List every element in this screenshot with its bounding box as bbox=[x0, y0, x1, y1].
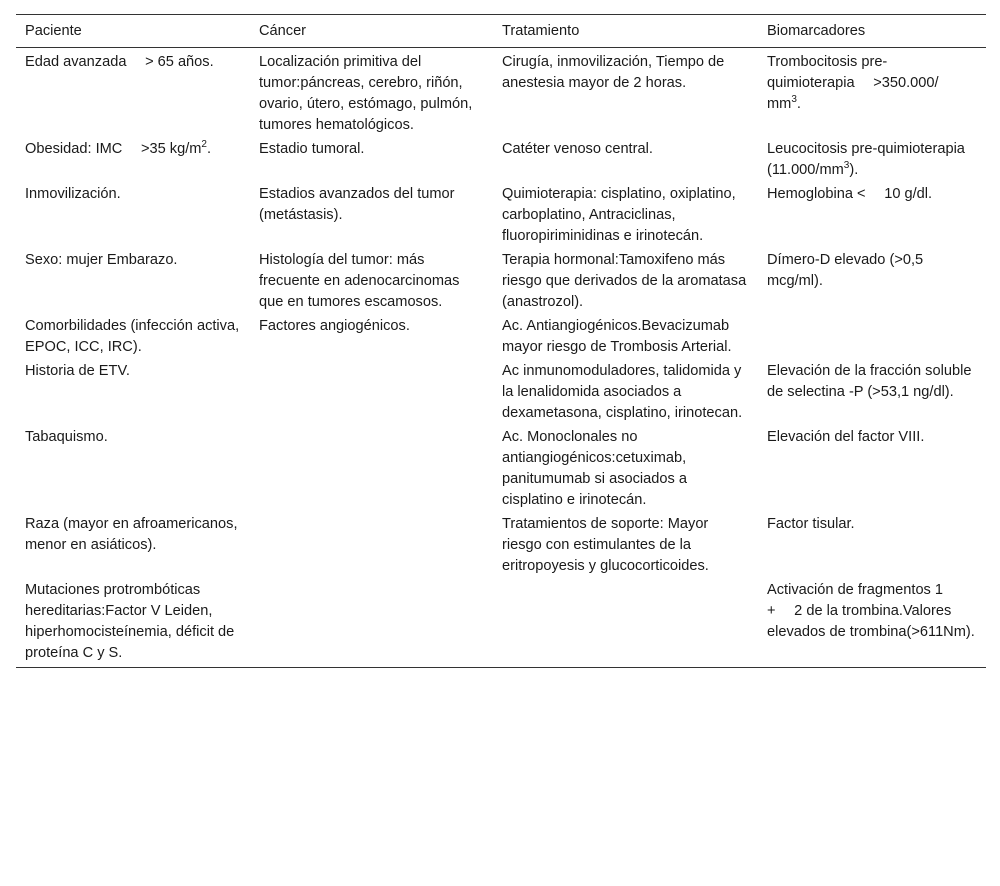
header-paciente: Paciente bbox=[16, 15, 250, 48]
cell-cancer: Factores angiogénicos. bbox=[259, 318, 410, 334]
cell-tratamiento: Ac. Monoclonales no antiangiogénicos:cetuximab, panitumumab si asociados a cisplatino e irinotecán. bbox=[502, 429, 687, 508]
table-row bbox=[16, 359, 986, 425]
cell-text-after: . bbox=[796, 96, 801, 112]
cell-cancer: Histología del tumor: más frecuente en adenocarcinomas que en tumores escamosos. bbox=[259, 252, 460, 310]
header-cancer: Cáncer bbox=[250, 15, 493, 48]
cell-tratamiento: Cirugía, inmovilización, Tiempo de anestesia mayor de 2 horas. bbox=[502, 54, 725, 91]
cell-biomarcadores: Activación de fragmentos 1 + 2 de la trombina.Valores elevados de trombina(>611Nm). bbox=[758, 578, 986, 668]
cell-tratamiento: Terapia hormonal:Tamoxifeno más riesgo que derivados de la aromatasa (anastrozol). bbox=[502, 252, 747, 310]
cell-cancer: Estadio tumoral. bbox=[259, 141, 365, 157]
cell-text-after: ). bbox=[849, 162, 859, 178]
table-row bbox=[16, 425, 986, 512]
cell-paciente: Comorbilidades (infección activa, EPOC, ICC, IRC). bbox=[25, 318, 240, 355]
cell-biomarcadores: Hemoglobina < 10 g/dl. bbox=[767, 186, 933, 202]
cell-tratamiento: Quimioterapia: cisplatino, oxiplatino, carboplatino, Antraciclinas, fluoropiriminidinas e irinotecán. bbox=[502, 186, 736, 244]
table-row bbox=[16, 512, 986, 578]
cell-biomarcadores bbox=[758, 48, 986, 138]
cell-tratamiento: Catéter venoso central. bbox=[502, 141, 653, 157]
table-row bbox=[16, 182, 986, 248]
cell-paciente: Raza (mayor en afroamericanos, menor en asiáticos). bbox=[25, 516, 238, 553]
superscript: 2 bbox=[201, 139, 207, 151]
table-row bbox=[16, 48, 986, 138]
table-row bbox=[16, 248, 986, 314]
table-row bbox=[16, 137, 986, 182]
cell-paciente: Edad avanzada > 65 años. bbox=[25, 54, 214, 70]
risk-factors-table bbox=[16, 14, 986, 668]
cell-paciente: Inmovilización. bbox=[25, 186, 121, 202]
cell-cancer bbox=[250, 359, 493, 425]
cell-tratamiento: Ac inmunomoduladores, talidomida y la lenalidomida asociados a dexametasona, cisplatino, irinotecan. bbox=[502, 363, 743, 421]
cell-text-after: . bbox=[206, 141, 212, 157]
header-row bbox=[16, 15, 986, 48]
cell-biomarcadores: Factor tisular. bbox=[767, 516, 855, 532]
cell-paciente: Historia de ETV. bbox=[25, 363, 130, 379]
cell-text: Trombocitosis pre-quimioterapia >350.000/ mm bbox=[767, 54, 939, 112]
superscript: 3 bbox=[791, 94, 797, 106]
cell-biomarcadores bbox=[758, 137, 986, 182]
cell-cancer: Localización primitiva del tumor:páncreas, cerebro, riñón, ovario, útero, estómago, pulmón, tumores hematológicos. bbox=[259, 54, 473, 133]
cell-paciente: Tabaquismo. bbox=[25, 429, 108, 445]
cell-cancer: Estadios avanzados del tumor (metástasis). bbox=[259, 186, 455, 223]
cell-paciente bbox=[16, 137, 250, 182]
superscript: 3 bbox=[843, 160, 850, 172]
cell-cancer bbox=[250, 512, 493, 578]
header-biomarcadores: Biomarcadores bbox=[758, 15, 986, 48]
header-tratamiento: Tratamiento bbox=[493, 15, 758, 48]
cell-text: Obesidad: IMC >35 kg/m bbox=[25, 141, 202, 157]
cell-biomarcadores: Elevación de la fracción soluble de selectina -P (>53,1 ng/dl). bbox=[767, 363, 972, 400]
cell-paciente: Sexo: mujer Embarazo. bbox=[25, 252, 178, 268]
cell-tratamiento: Tratamientos de soporte: Mayor riesgo con estimulantes de la eritropoyesis y glucocorticoides. bbox=[502, 516, 709, 574]
cell-tratamiento bbox=[493, 578, 758, 668]
cell-paciente: Mutaciones protrombóticas hereditarias:Factor V Leiden, hiperhomocisteínemia, déficit de proteína C y S. bbox=[16, 578, 250, 668]
cell-biomarcadores: Dímero-D elevado (>0,5 mcg/ml). bbox=[767, 252, 924, 289]
cell-cancer bbox=[250, 578, 493, 668]
cell-tratamiento: Ac. Antiangiogénicos.Bevacizumab mayor riesgo de Trombosis Arterial. bbox=[502, 318, 732, 355]
table-row bbox=[16, 314, 986, 359]
cell-biomarcadores: Elevación del factor VIII. bbox=[767, 429, 925, 445]
table-row bbox=[16, 578, 986, 668]
cell-biomarcadores bbox=[758, 314, 986, 359]
cell-text: Leucocitosis pre-quimioterapia (11.000/mm bbox=[767, 141, 965, 178]
cell-cancer bbox=[250, 425, 493, 512]
